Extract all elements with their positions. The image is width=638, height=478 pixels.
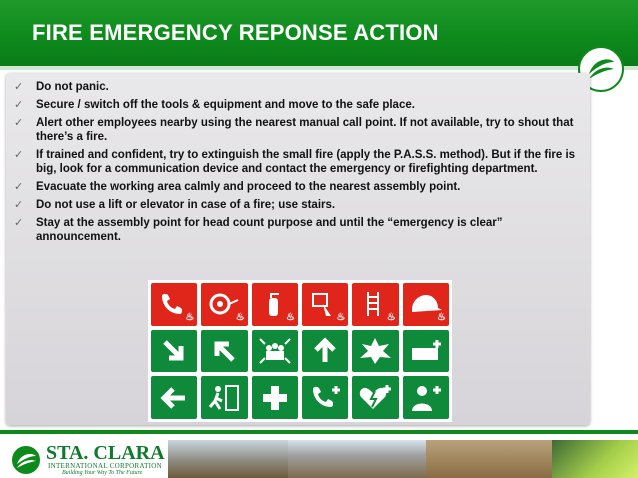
header-divider <box>0 66 638 70</box>
list-item <box>14 180 584 194</box>
list-item-text: Do not panic. <box>36 81 109 93</box>
company-tagline: Building Your Way To The Future <box>62 470 143 476</box>
checkmark-icon: ✓ <box>14 181 24 193</box>
construction-photo-1 <box>168 440 288 478</box>
construction-photo-3 <box>426 440 552 478</box>
footer-divider <box>0 430 638 434</box>
break-glass-icon <box>352 330 398 373</box>
list-item-text: If trained and confident, try to extinguish the small fire (apply the P.A.S.S. method). But if the fire is big, look for a communication device and contact the emergency or firefighting department. <box>36 149 576 175</box>
list-item-text: Do not use a lift or elevator in case of a fire; use stairs. <box>36 199 336 211</box>
checkmark-icon: ✓ <box>14 81 24 93</box>
list-item <box>14 98 584 112</box>
list-item-text: Secure / switch off the tools & equipment and move to the safe place. <box>36 99 415 111</box>
arrow-up-icon <box>302 330 348 373</box>
arrow-up-left-icon <box>201 330 247 373</box>
list-item <box>14 148 584 176</box>
list-item-text: Stay at the assembly point for head count purpose and until the “emergency is clear” announcement. <box>36 217 503 243</box>
fire-alarm-phone-icon: ♨ <box>151 283 197 326</box>
construction-photo-4 <box>552 440 638 478</box>
list-item-text: Alert other employees nearby using the nearest manual call point. If not available, try to shout that there’s a fire. <box>36 117 574 143</box>
doctor-icon <box>403 376 449 419</box>
checkmark-icon: ✓ <box>14 149 24 161</box>
company-logo-icon <box>10 444 42 476</box>
header-bar <box>0 0 638 68</box>
first-aid-cross-icon <box>252 376 298 419</box>
slide-title: FIRE EMERGENCY REPONSE ACTION <box>32 20 439 45</box>
list-item-text: Evacuate the working area calmly and proceed to the nearest assembly point. <box>36 181 461 193</box>
list-item <box>14 116 584 144</box>
defibrillator-icon <box>352 376 398 419</box>
checkmark-icon: ✓ <box>14 217 24 229</box>
checkmark-icon: ✓ <box>14 99 24 111</box>
construction-photo-2 <box>288 440 426 478</box>
company-name: STA. CLARA <box>46 442 165 464</box>
checkmark-icon: ✓ <box>14 117 24 129</box>
arrow-down-right-icon <box>151 330 197 373</box>
emergency-exit-icon <box>201 376 247 419</box>
checkmark-icon: ✓ <box>14 199 24 211</box>
fire-response-list <box>14 80 584 248</box>
fire-ladder-icon: ♨ <box>352 283 398 326</box>
fire-hose-reel-icon: ♨ <box>201 283 247 326</box>
list-item <box>14 216 584 244</box>
company-subtitle: INTERNATIONAL CORPORATION <box>48 462 162 470</box>
arrow-left-icon <box>151 376 197 419</box>
fire-extinguisher-icon: ♨ <box>252 283 298 326</box>
safety-signs-grid <box>148 280 452 422</box>
manual-call-point-icon: ♨ <box>302 283 348 326</box>
list-item <box>14 80 584 94</box>
eyewash-sign-icon <box>403 330 449 373</box>
emergency-phone-icon <box>302 376 348 419</box>
list-item <box>14 198 584 212</box>
assembly-point-icon <box>252 330 298 373</box>
firefighter-helmet-icon: ♨ <box>403 283 449 326</box>
